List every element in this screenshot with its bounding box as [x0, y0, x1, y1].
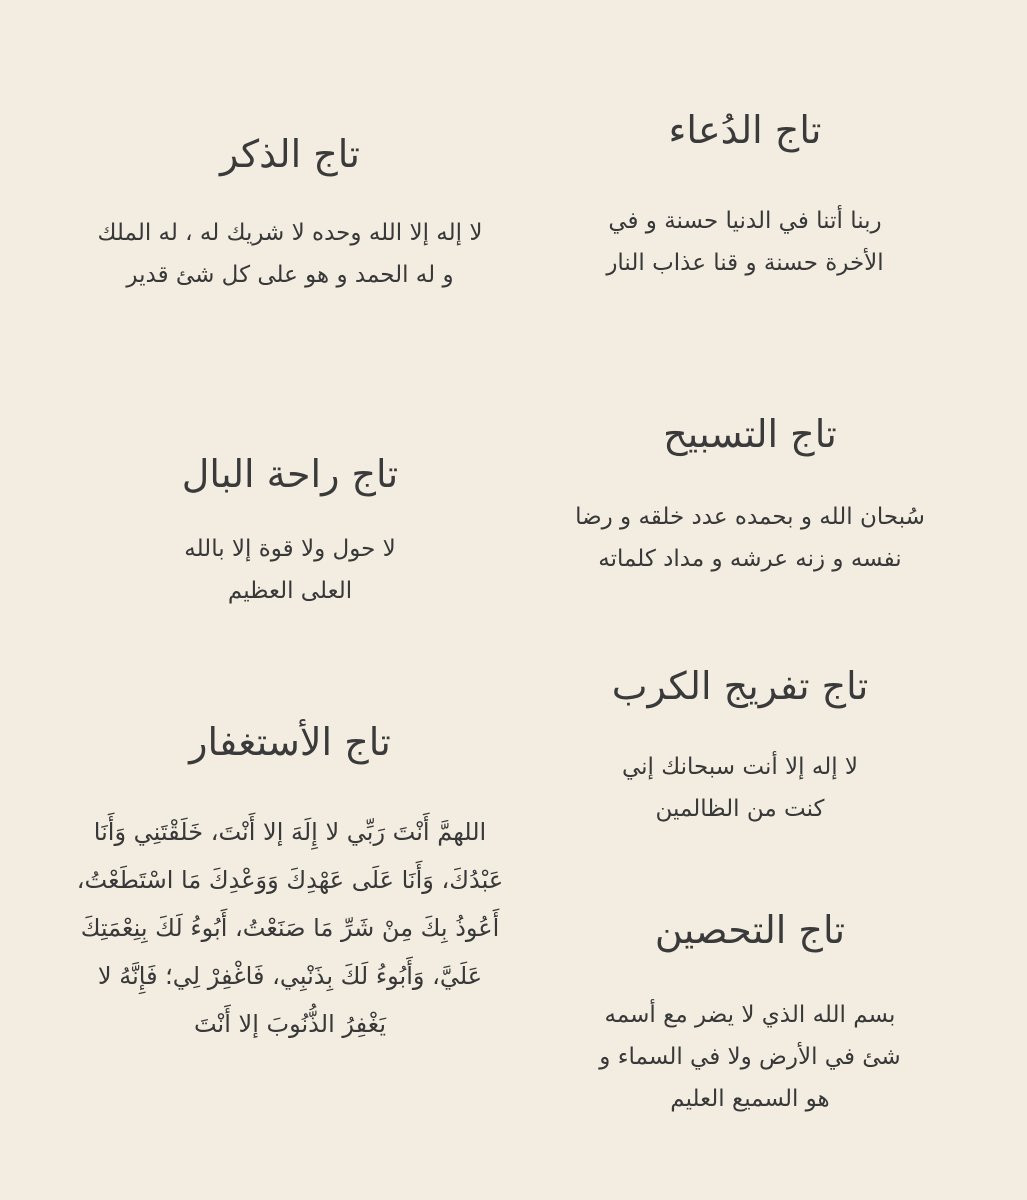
section-title: تاج الدُعاء [668, 108, 822, 152]
section-text: ربنا أتنا في الدنيا حسنة و في الأخرة حسنة و قنا عذاب النار [606, 207, 884, 276]
section-text: اللهمَّ أَنْتَ رَبِّي لا إِلَهَ إلا أَنْتَ، خَلَقْتَنِي وَأَنَا عَبْدُكَ، وَأَنَا عَلَى عَهْدِكَ وَوَعْدِكَ مَا اسْتَطَعْتُ، أَعُوذُ بِكَ مِنْ شَرِّ مَا صَنَعْتُ، أَبُوءُ لَكَ بِنِعْمَتِكَ عَلَيَّ، وَأَبُوءُ لَكَ بِذَنْبِي، فَاغْفِرْ لِي؛ فَإِنَّهُ لا يَغْفِرُ الذُّنُوبَ إلا أَنْتَ [76, 817, 504, 1038]
section-title: تاج الذكر [220, 132, 360, 176]
section-text: لا إله إلا الله وحده لا شريك له ، له الملك و له الحمد و هو على كل شئ قدير [97, 219, 483, 288]
section-title: تاج التحصين [654, 908, 846, 952]
section-rahat-albal [120, 452, 460, 612]
section-text: لا إله إلا أنت سبحانك إني كنت من الظالمين [621, 753, 859, 822]
section-title: تاج التسبيح [663, 412, 837, 456]
section-title: تاج تفريج الكرب [611, 664, 869, 708]
section-dhikr [40, 132, 540, 296]
section-text: سُبحان الله و بحمده عدد خلقه و رضا نفسه و زنه عرشه و مداد كلماته [575, 503, 925, 572]
section-title: تاج الأستغفار [189, 720, 391, 764]
section-istighfar [20, 720, 560, 1048]
section-dua [545, 108, 945, 284]
section-tahsin [540, 908, 960, 1120]
section-title: تاج راحة البال [181, 452, 399, 496]
section-tafrij-alkarb [535, 664, 945, 830]
section-text: لا حول ولا قوة إلا بالله العلى العظيم [184, 535, 396, 604]
section-tasbih [515, 412, 985, 580]
section-text: بسم الله الذي لا يضر مع أسمه شئ في الأرض ولا في السماء و هو السميع العليم [599, 1001, 901, 1112]
